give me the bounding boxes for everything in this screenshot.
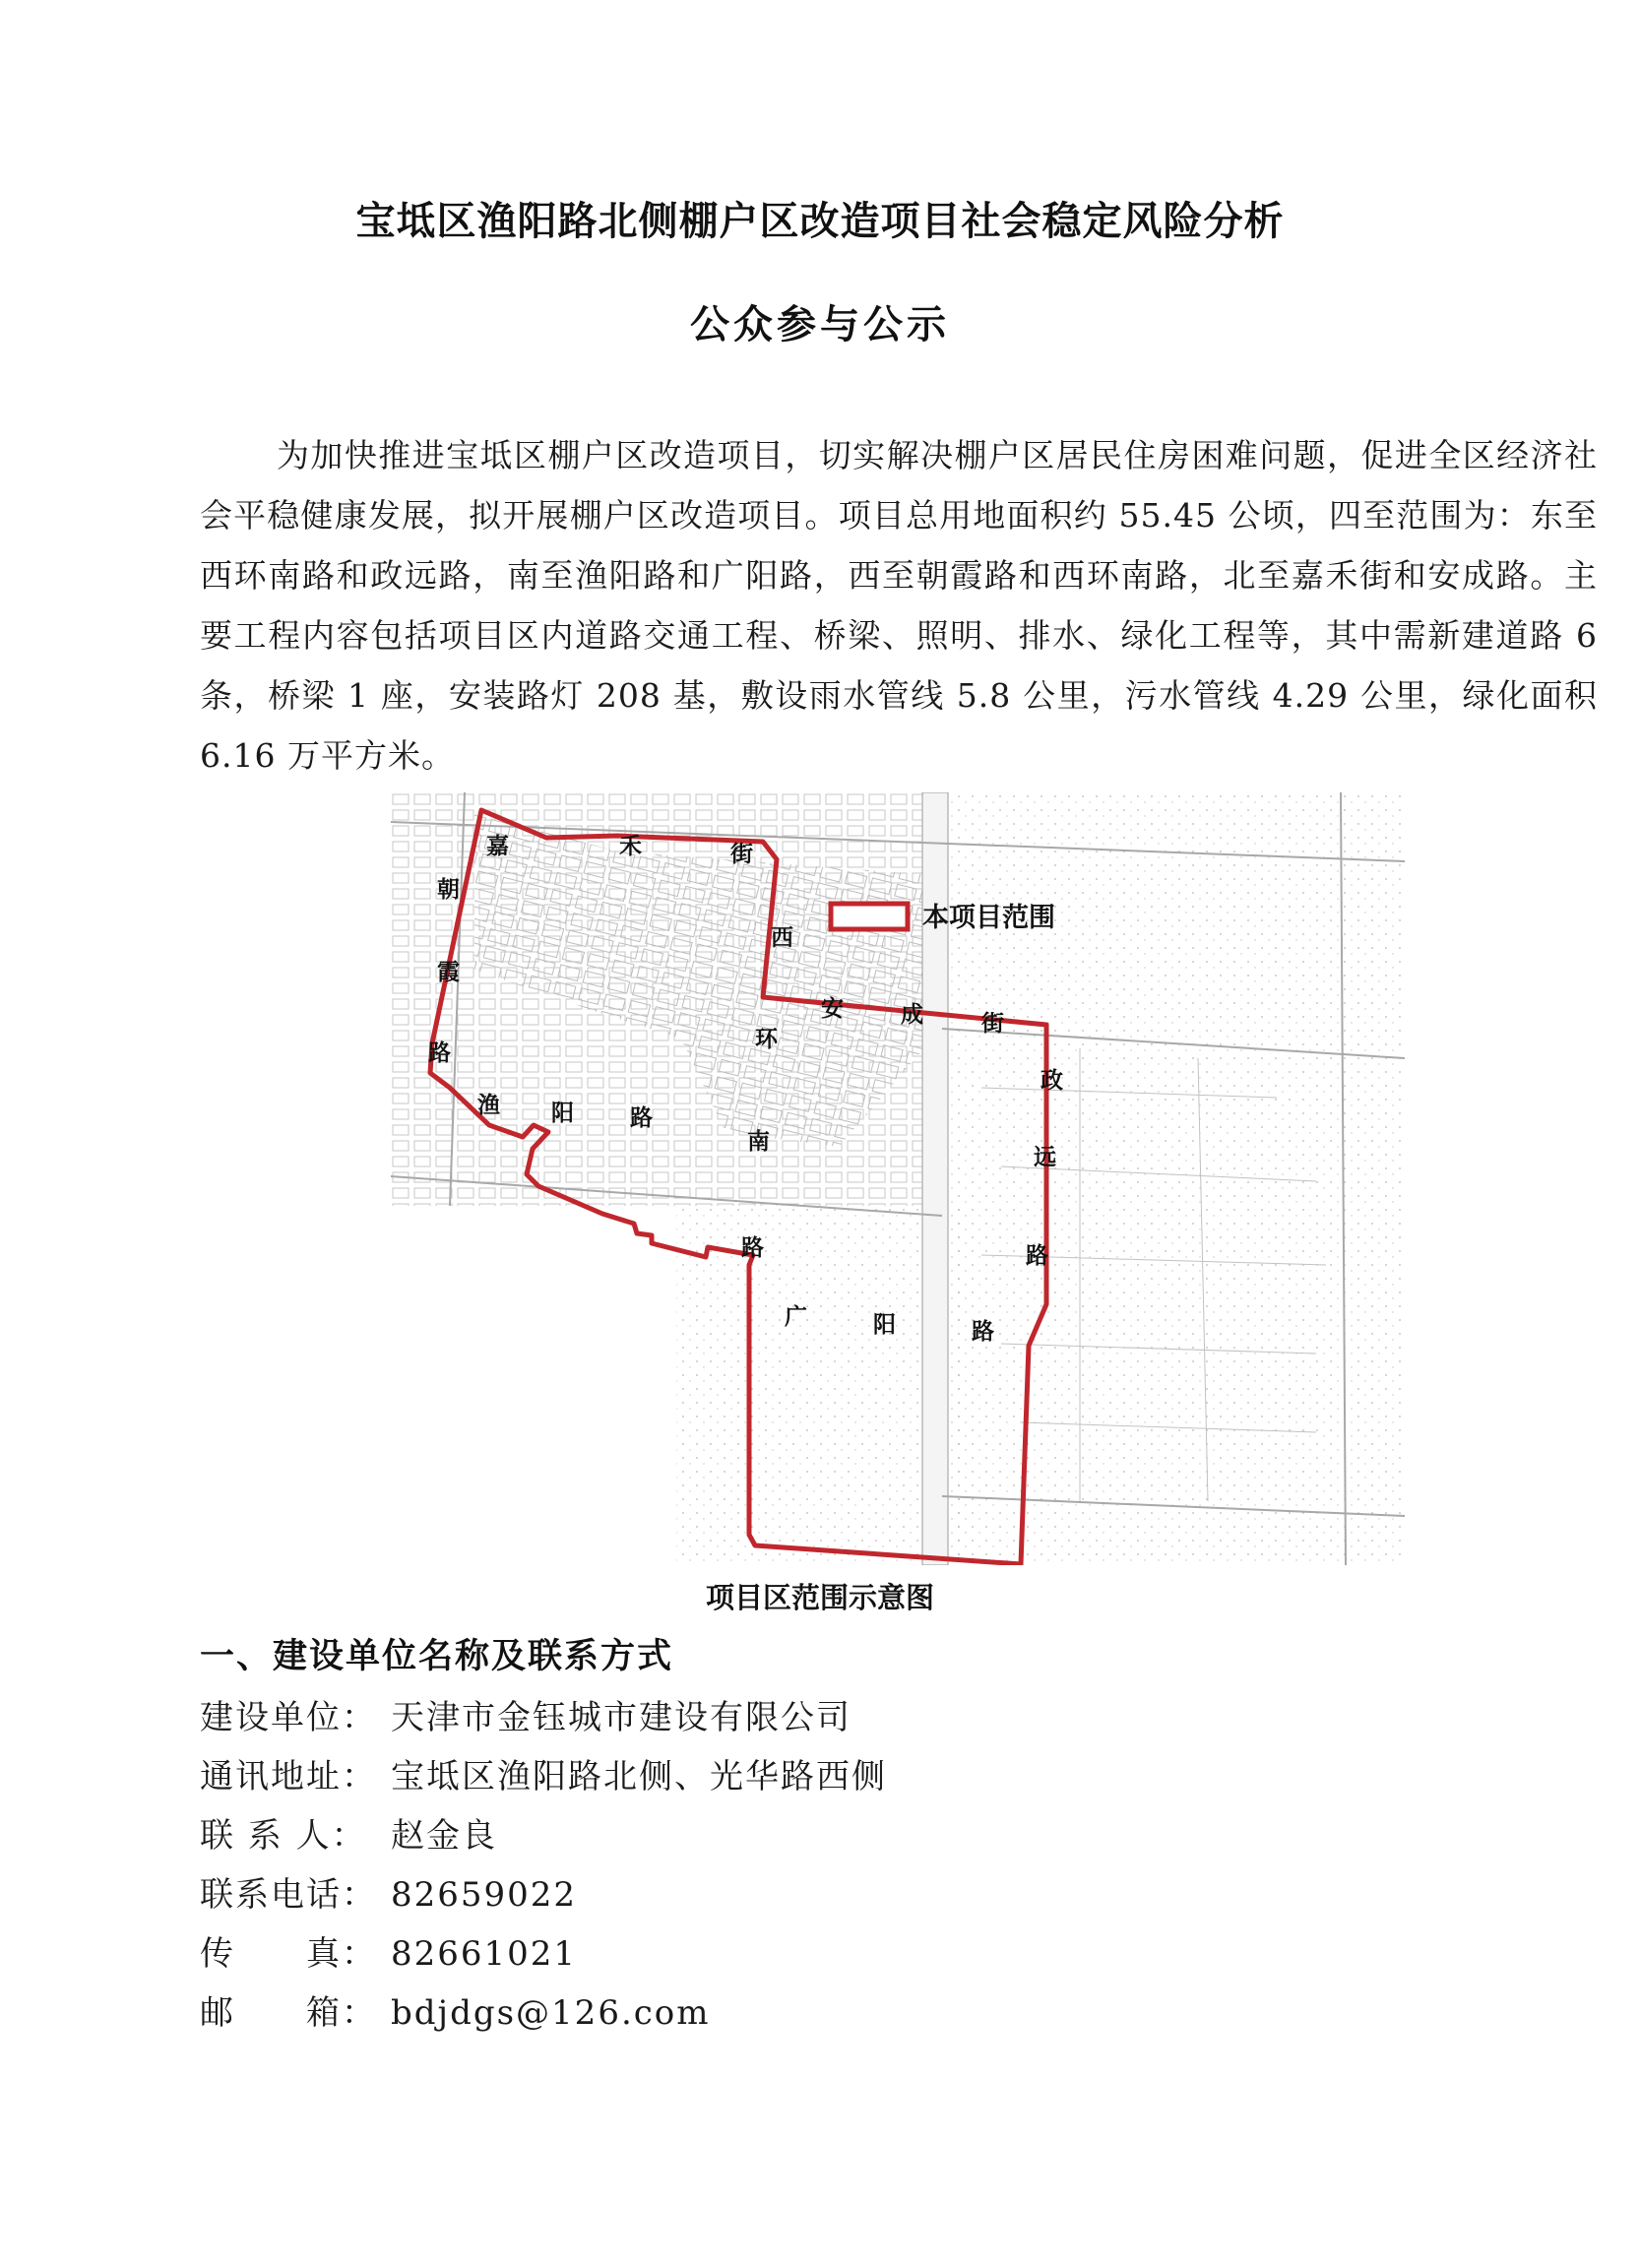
- road-label-xihuan-3: 南: [747, 1129, 770, 1155]
- contact-value: 82661021: [391, 1934, 578, 1974]
- project-area-map: [391, 792, 1405, 1565]
- contact-value: 赵金良: [391, 1816, 497, 1856]
- contact-row-builder: [200, 1693, 852, 1742]
- road-label-jiahe-1: 嘉: [486, 834, 509, 859]
- contact-row-fax: [200, 1929, 577, 1979]
- contact-label: 通讯地址：: [200, 1757, 377, 1796]
- contact-label: 联 系 人：: [200, 1816, 367, 1856]
- road-label-xihuan-2: 环: [755, 1027, 778, 1052]
- road-label-zhengyuan-2: 远: [1034, 1145, 1056, 1170]
- road-label-xihuan-1: 西: [771, 925, 793, 951]
- map-caption: 项目区范围示意图: [705, 1581, 934, 1614]
- road-label-zhaoxia-1: 朝: [437, 877, 460, 903]
- road-label-zhaoxia-3: 路: [428, 1040, 451, 1066]
- road-label-ancheng-1: 安: [821, 996, 844, 1022]
- legend-label: 本项目范围: [922, 903, 1055, 933]
- road-label-yuyang-3: 路: [630, 1105, 653, 1131]
- contact-label: 建设单位：: [200, 1698, 377, 1737]
- road-label-zhaoxia-2: 霞: [437, 960, 460, 985]
- contact-label: 邮 箱：: [200, 1993, 377, 2033]
- road-label-jiahe-3: 街: [730, 842, 753, 867]
- document-title: 宝坻区渔阳路北侧棚户区改造项目社会稳定风险分析: [355, 199, 1285, 244]
- section-heading: 一、建设单位名称及联系方式: [200, 1637, 674, 1676]
- contact-value[interactable]: bdjdgs@126.com: [391, 1993, 711, 2033]
- map-svg: [391, 792, 1405, 1565]
- contact-label: 联系电话：: [200, 1875, 377, 1915]
- contact-row-email: [200, 1988, 711, 2038]
- road-label-guangyang-3: 路: [972, 1319, 994, 1345]
- contact-row-person: [200, 1811, 497, 1860]
- road-label-xihuan-4: 路: [741, 1235, 764, 1261]
- road-label-yuyang-1: 渔: [477, 1093, 500, 1118]
- road-label-ancheng-3: 街: [981, 1011, 1004, 1037]
- road-label-zhengyuan-3: 路: [1026, 1243, 1048, 1269]
- road-label-zhengyuan-1: 政: [1041, 1068, 1063, 1094]
- road-label-guangyang-1: 广: [785, 1304, 807, 1330]
- road-label-yuyang-2: 阳: [551, 1101, 574, 1126]
- road-label-ancheng-2: 成: [901, 1002, 923, 1028]
- contact-value: 宝坻区渔阳路北侧、光华路西侧: [391, 1757, 887, 1796]
- legend-swatch: [831, 904, 908, 929]
- intro-paragraph: 为加快推进宝坻区棚户区改造项目，切实解决棚户区居民住房困难问题，促进全区经济社会平稳健康发展，拟开展棚户区改造项目。项目总用地面积约 55.45 公顷，四至范围为：东至西环南路和政远路，南至渔阳路和广阳路，西至朝霞路和西环南路，北至嘉禾街和安成路。主要工程内容包括项目区内道路交通工程、桥梁、照明、排水、绿化工程等，其中需新建道路 6 条，桥梁 1 座，安装路灯 208 基，敷设雨水管线 5.8 公里，污水管线 4.29 公里，绿化面积 6.16 万平方米。: [200, 436, 1598, 775]
- contact-value: 82659022: [391, 1875, 578, 1915]
- contact-row-phone: [200, 1870, 577, 1920]
- road-label-guangyang-2: 阳: [873, 1312, 896, 1338]
- document-subtitle: 公众参与公示: [690, 302, 950, 347]
- contact-value: 天津市金钰城市建设有限公司: [391, 1698, 852, 1737]
- contact-row-address: [200, 1752, 887, 1801]
- contact-label: 传 真：: [200, 1934, 377, 1974]
- road-label-jiahe-2: 禾: [619, 834, 642, 859]
